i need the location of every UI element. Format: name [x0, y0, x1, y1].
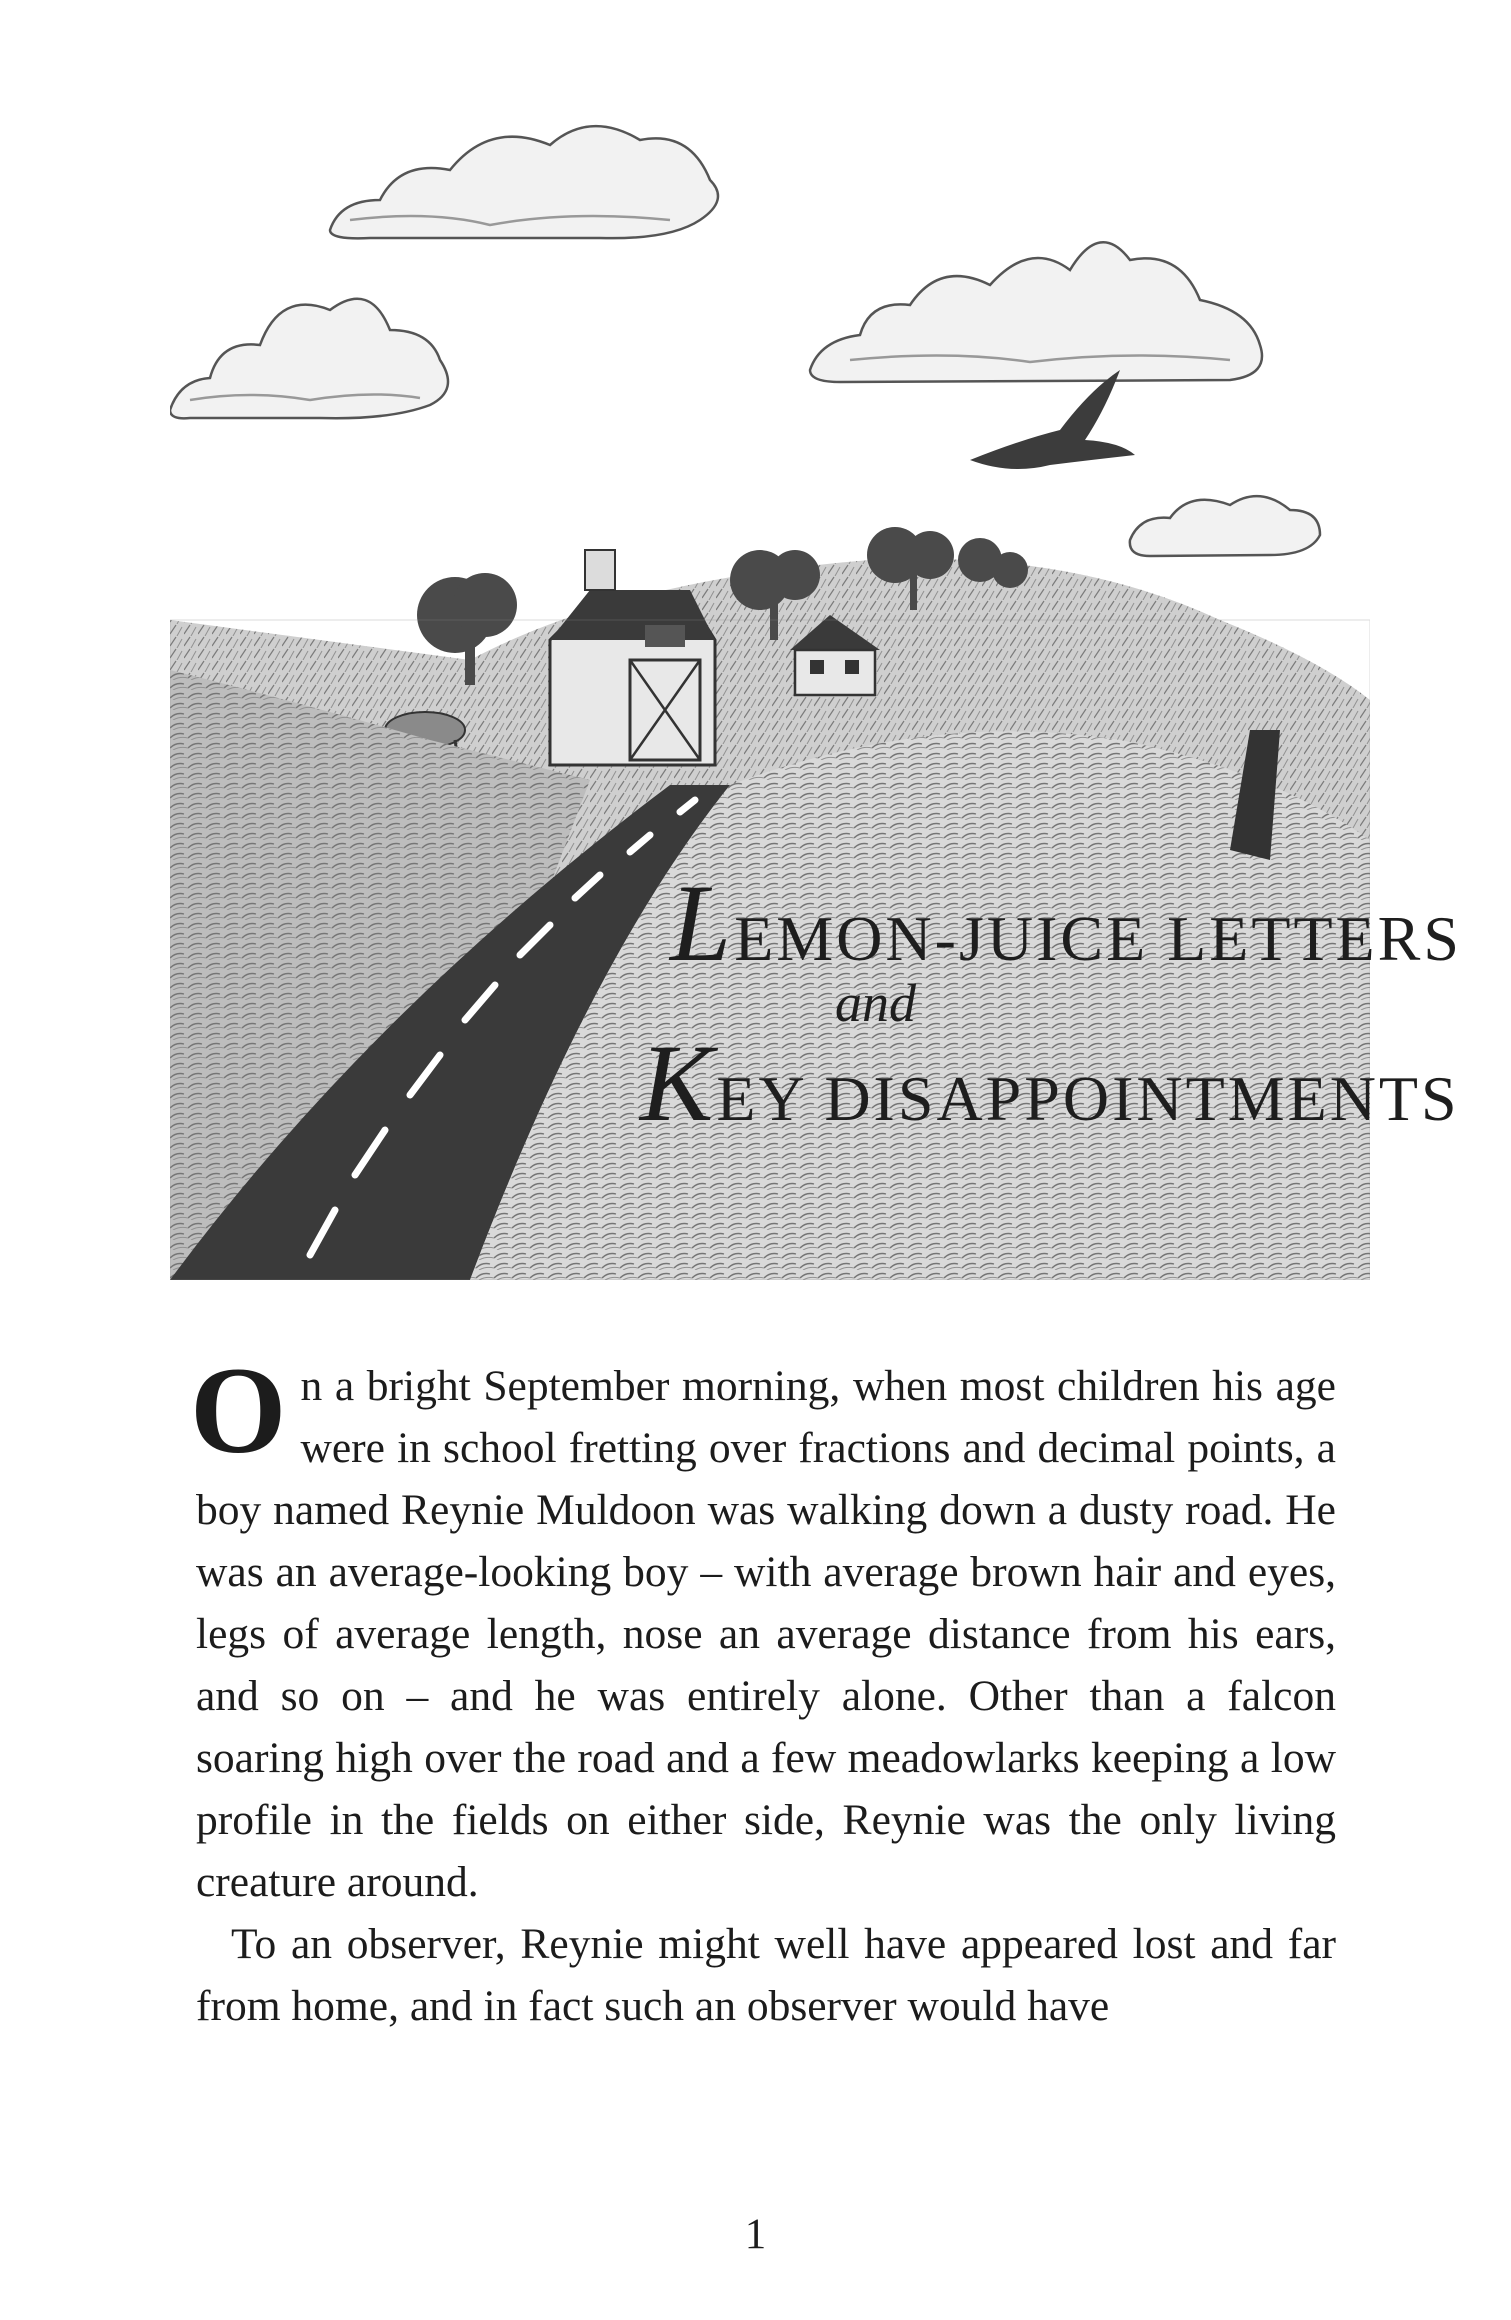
cloud-icon — [1130, 496, 1320, 556]
page-number: 1 — [744, 2211, 767, 2258]
title-initial-l: L — [670, 862, 735, 984]
cloud-icon — [170, 299, 448, 419]
chapter-title — [640, 860, 1462, 1160]
title-text-lemon-juice-letters: EMON-JUICE LETTERS — [734, 903, 1462, 974]
body-text — [190, 1342, 1336, 2037]
drop-cap: O — [190, 1342, 287, 1479]
cloud-icon — [330, 126, 718, 238]
chapter-title-line-1 — [670, 860, 1462, 987]
cloud-icon — [810, 242, 1262, 382]
chapter-title-connector: and — [835, 973, 916, 1033]
chapter-title-line-2 — [640, 1020, 1460, 1147]
title-text-key-disappointments: EY DISAPPOINTMENTS — [716, 1063, 1460, 1134]
paragraph-1 — [190, 1342, 1336, 1913]
title-initial-k: K — [640, 1022, 717, 1144]
barn-icon — [550, 550, 715, 765]
paragraph-2: To an observer, Reynie might well have appeared lost and far from home, and in fact such an observer would have — [196, 1920, 1336, 2030]
falcon-icon — [970, 370, 1135, 469]
paragraph-1-text: n a bright September morning, when most children his age were in school fretting over fractions and decimal points, a boy named Reynie Muldoon was walking down a dusty road. He was an average-looking boy – with average brown hair and eyes, legs of average length, nose an average distance from his ears, and so on – and he was entirely alone. Other than a falcon soaring high over the road and a few meadowlarks keeping a low profile in the fields on either side, Reynie was the only living creature around. — [196, 1362, 1336, 1906]
